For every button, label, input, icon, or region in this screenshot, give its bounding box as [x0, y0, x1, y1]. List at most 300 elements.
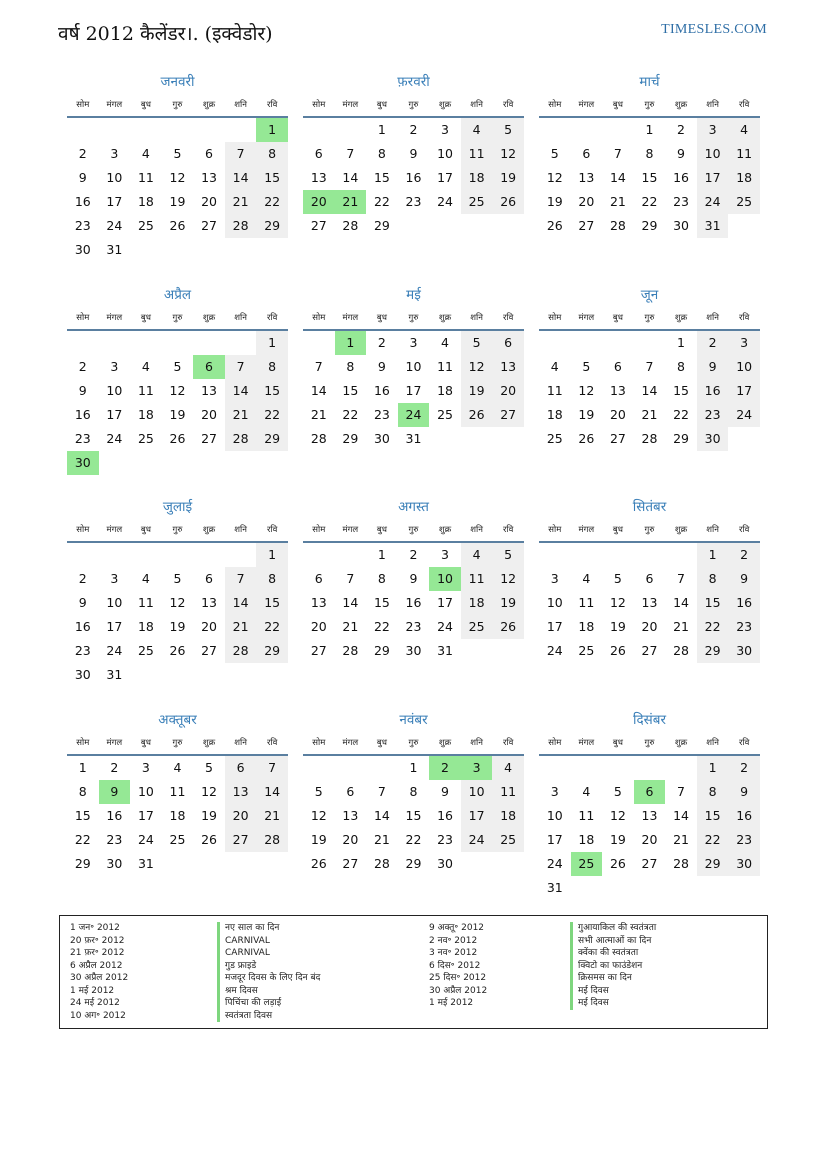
- day-cell: 3: [141, 759, 150, 775]
- day-cell: 14: [673, 807, 689, 823]
- day-cell: 21: [225, 403, 257, 427]
- day-cell: 16: [673, 170, 689, 185]
- day-cell: 9: [377, 358, 386, 374]
- day-cell: 29: [373, 218, 390, 233]
- day-cell: 12: [609, 595, 626, 610]
- weekday-label: सोम: [312, 737, 326, 748]
- weekday-label: शनि: [234, 100, 247, 110]
- day-cell: 18: [546, 406, 563, 422]
- day-cell: 24: [106, 218, 123, 233]
- day-cell: 19: [546, 194, 563, 209]
- empty-cell: [162, 331, 194, 355]
- weekday-label: रवि: [266, 737, 278, 748]
- day-cell: 10: [106, 170, 123, 185]
- day-cell: 16: [697, 379, 729, 403]
- weekday-label: शुक्र: [202, 100, 216, 110]
- day-cell: 11: [578, 595, 595, 610]
- holiday-name: श्रम दिवस: [217, 985, 320, 998]
- empty-cell: [602, 118, 634, 142]
- weekday-label: बुध: [140, 737, 151, 748]
- empty-cell: [634, 331, 666, 355]
- month-block: [67, 70, 288, 283]
- day-cell: 15: [373, 595, 390, 610]
- weekday-label: शनि: [470, 100, 483, 110]
- weekday-label: सोम: [76, 737, 90, 748]
- weekday-label: बुध: [376, 312, 387, 323]
- day-cell: 27: [201, 643, 217, 658]
- day-cell: 27: [201, 430, 217, 446]
- month-name: नवंबर: [399, 711, 428, 728]
- day-cell: 23: [74, 218, 91, 233]
- holiday-name: क्विटो का फाउंडेशन: [570, 960, 656, 973]
- day-cell: 10: [137, 783, 154, 799]
- day-cell: 27: [225, 828, 257, 852]
- day-cell: 5: [205, 759, 213, 775]
- weekday-label: शनि: [470, 525, 483, 535]
- day-cell: 2: [728, 756, 760, 780]
- day-cell: 7: [314, 358, 323, 374]
- weekday-label: सोम: [76, 100, 90, 110]
- empty-cell: [303, 118, 335, 142]
- day-cell: 14: [609, 170, 626, 185]
- day-cell: 4: [441, 334, 449, 350]
- day-cell: 19: [461, 379, 493, 403]
- empty-cell: [67, 543, 99, 567]
- holiday-date: 2 नव॰ 2012: [429, 935, 478, 946]
- day-cell: 23: [74, 643, 91, 658]
- day-cell: 16: [405, 595, 422, 610]
- day-cell: 13: [225, 780, 257, 804]
- page-title: वर्ष 2012 कैलेंडर।. (इक्वेडोर): [58, 23, 273, 45]
- day-cell: 19: [169, 406, 186, 422]
- weekday-header: [539, 519, 760, 543]
- day-cell: 15: [405, 807, 422, 823]
- day-cell: 1: [677, 334, 685, 350]
- weekday-label: सोम: [548, 312, 562, 323]
- empty-cell: [99, 118, 131, 142]
- weekday-label: मंगल: [578, 100, 595, 110]
- day-cell: 3: [550, 571, 559, 586]
- day-cell: 7: [677, 571, 685, 586]
- day-cell: 28: [256, 828, 288, 852]
- empty-cell: [303, 756, 335, 780]
- day-cell: 28: [225, 214, 257, 238]
- day-cell: 2: [78, 358, 87, 374]
- day-cell: 31: [106, 667, 123, 682]
- day-cell: 11: [137, 170, 154, 185]
- day-cell: 28: [310, 430, 327, 446]
- day-cell: 17: [106, 194, 123, 209]
- holiday-name: सभी आत्माओं का दिन: [570, 935, 656, 948]
- day-cell: 25: [437, 406, 453, 422]
- day-cell: 27: [609, 430, 626, 446]
- day-cell: 19: [609, 831, 626, 847]
- day-cell: 15: [641, 170, 658, 185]
- weekday-label: गुरु: [408, 525, 419, 535]
- day-cell: 22: [256, 403, 288, 427]
- day-cell: 18: [578, 831, 595, 847]
- holiday-day-cell: 30: [67, 451, 99, 475]
- day-cell: 9: [78, 382, 87, 398]
- day-cell: 14: [225, 166, 257, 190]
- empty-cell: [99, 331, 131, 355]
- day-cell: 18: [578, 619, 595, 634]
- day-cell: 23: [74, 430, 91, 446]
- day-cell: 10: [728, 355, 760, 379]
- day-cell: 29: [405, 855, 422, 871]
- day-cell: 22: [373, 194, 390, 209]
- weekday-label: शनि: [706, 737, 719, 748]
- day-cell: 21: [673, 619, 689, 634]
- day-cell: 31: [106, 242, 123, 257]
- day-cell: 26: [461, 403, 493, 427]
- weekday-label: बुध: [612, 525, 623, 535]
- day-grid: [303, 543, 524, 663]
- day-grid: [303, 118, 524, 238]
- day-cell: 24: [437, 194, 453, 209]
- day-cell: 25: [546, 430, 563, 446]
- day-cell: 23: [697, 403, 729, 427]
- day-cell: 5: [613, 783, 622, 799]
- weekday-label: शुक्र: [202, 525, 216, 535]
- day-cell: 21: [310, 406, 327, 422]
- weekday-label: सोम: [76, 312, 90, 323]
- empty-cell: [303, 331, 335, 355]
- day-cell: 22: [256, 190, 288, 214]
- weekday-header: [539, 732, 760, 756]
- weekday-label: रवि: [266, 525, 278, 535]
- day-cell: 5: [613, 571, 622, 586]
- day-cell: 9: [409, 571, 418, 586]
- day-cell: 24: [546, 855, 563, 871]
- day-cell: 31: [437, 643, 453, 658]
- day-cell: 4: [141, 358, 150, 374]
- day-grid: [67, 118, 288, 262]
- day-cell: 4: [173, 759, 182, 775]
- weekday-label: रवि: [502, 737, 514, 748]
- day-cell: 15: [74, 807, 91, 823]
- holiday-date: 10 अग॰ 2012: [70, 1010, 126, 1021]
- day-cell: 23: [373, 406, 390, 422]
- holiday-name: मई दिवस: [570, 997, 656, 1010]
- day-cell: 5: [173, 146, 182, 161]
- day-cell: 26: [546, 218, 563, 233]
- day-cell: 1: [645, 122, 654, 137]
- weekday-label: रवि: [738, 737, 750, 748]
- weekday-label: शुक्र: [674, 100, 688, 110]
- day-cell: 4: [141, 571, 150, 586]
- empty-cell: [366, 756, 398, 780]
- weekday-label: रवि: [738, 100, 750, 110]
- day-cell: 19: [169, 619, 186, 634]
- day-cell: 6: [205, 146, 213, 161]
- day-cell: 16: [728, 804, 760, 828]
- day-cell: 10: [546, 595, 563, 610]
- day-cell: 23: [673, 194, 689, 209]
- weekday-label: गुरु: [644, 100, 655, 110]
- weekday-label: शुक्र: [674, 737, 688, 748]
- day-cell: 22: [641, 194, 658, 209]
- day-cell: 18: [461, 591, 493, 615]
- day-cell: 22: [697, 828, 729, 852]
- day-cell: 26: [609, 643, 626, 658]
- weekday-label: रवि: [502, 312, 514, 323]
- holiday-name: नए साल का दिन: [217, 922, 320, 935]
- month-name: दिसंबर: [632, 711, 667, 728]
- weekday-label: शनि: [234, 525, 247, 535]
- empty-cell: [67, 118, 99, 142]
- day-cell: 7: [377, 783, 386, 799]
- day-cell: 7: [677, 783, 685, 799]
- weekday-label: शनि: [470, 312, 483, 323]
- day-cell: 24: [697, 190, 729, 214]
- day-cell: 9: [441, 783, 449, 799]
- empty-cell: [634, 543, 666, 567]
- day-cell: 29: [74, 855, 91, 871]
- day-cell: 13: [310, 595, 327, 610]
- day-cell: 1: [697, 756, 729, 780]
- holiday-name: पिचिंचा की लड़ाई: [217, 997, 320, 1010]
- empty-cell: [225, 118, 257, 142]
- day-cell: 26: [492, 190, 524, 214]
- empty-cell: [571, 756, 603, 780]
- day-cell: 25: [461, 615, 493, 639]
- day-grid: [539, 543, 760, 663]
- day-cell: 20: [225, 804, 257, 828]
- weekday-label: रवि: [502, 100, 514, 110]
- day-cell: 20: [578, 194, 595, 209]
- day-cell: 18: [492, 804, 524, 828]
- day-cell: 3: [728, 331, 760, 355]
- day-cell: 8: [697, 567, 729, 591]
- day-cell: 11: [461, 142, 493, 166]
- day-cell: 19: [492, 166, 524, 190]
- day-cell: 4: [461, 543, 493, 567]
- empty-cell: [571, 543, 603, 567]
- day-cell: 20: [342, 831, 359, 847]
- weekday-label: बुध: [376, 100, 387, 110]
- empty-cell: [571, 118, 603, 142]
- day-grid: [539, 331, 760, 451]
- weekday-label: सोम: [548, 525, 562, 535]
- weekday-label: गुरु: [408, 737, 419, 748]
- day-cell: 4: [582, 571, 591, 586]
- weekday-label: मंगल: [578, 525, 595, 535]
- day-cell: 16: [74, 619, 91, 634]
- day-cell: 11: [546, 382, 563, 398]
- day-cell: 28: [641, 430, 658, 446]
- weekday-header: [539, 307, 760, 331]
- weekday-label: शुक्र: [202, 312, 216, 323]
- day-cell: 19: [609, 619, 626, 634]
- weekday-label: रवि: [502, 525, 514, 535]
- day-cell: 21: [609, 194, 626, 209]
- day-cell: 31: [697, 214, 729, 238]
- weekday-label: सोम: [312, 525, 326, 535]
- day-cell: 21: [225, 190, 257, 214]
- day-cell: 15: [256, 591, 288, 615]
- weekday-label: बुध: [612, 737, 623, 748]
- day-cell: 5: [550, 146, 559, 161]
- day-cell: 30: [74, 667, 91, 682]
- day-cell: 15: [256, 379, 288, 403]
- day-cell: 5: [173, 358, 182, 374]
- day-cell: 13: [342, 807, 359, 823]
- holiday-day-cell: 2: [429, 756, 461, 780]
- day-cell: 6: [582, 146, 591, 161]
- holiday-day-cell: 25: [571, 852, 603, 876]
- day-cell: 8: [256, 567, 288, 591]
- holiday-name: मई दिवस: [570, 985, 656, 998]
- day-cell: 7: [346, 146, 355, 161]
- day-cell: 29: [673, 430, 689, 446]
- day-cell: 6: [205, 571, 213, 586]
- day-cell: 29: [373, 643, 390, 658]
- day-cell: 23: [728, 828, 760, 852]
- day-grid: [303, 756, 524, 876]
- month-name: जनवरी: [160, 74, 195, 90]
- day-cell: 5: [492, 543, 524, 567]
- day-cell: 16: [373, 382, 390, 398]
- day-cell: 15: [373, 170, 390, 185]
- weekday-label: बुध: [612, 100, 623, 110]
- weekday-label: शनि: [706, 100, 719, 110]
- weekday-label: गुरु: [644, 737, 655, 748]
- day-cell: 14: [225, 379, 257, 403]
- day-cell: 6: [314, 571, 323, 586]
- day-cell: 26: [609, 855, 626, 871]
- day-cell: 13: [492, 355, 524, 379]
- day-cell: 24: [728, 403, 760, 427]
- site-link[interactable]: TIMESLES.COM: [661, 22, 767, 37]
- weekday-label: सोम: [548, 737, 562, 748]
- day-cell: 28: [673, 855, 689, 871]
- day-cell: 8: [256, 355, 288, 379]
- day-cell: 23: [437, 831, 453, 847]
- day-cell: 6: [645, 571, 654, 586]
- day-cell: 22: [373, 619, 390, 634]
- day-cell: 5: [582, 358, 591, 374]
- day-cell: 13: [201, 595, 217, 610]
- day-cell: 24: [137, 831, 154, 847]
- day-cell: 4: [492, 756, 524, 780]
- holiday-date: 21 फ़र॰ 2012: [70, 948, 125, 958]
- holiday-dates-left: [70, 922, 128, 1022]
- empty-cell: [162, 118, 194, 142]
- month-name: जून: [640, 286, 659, 303]
- weekday-label: बुध: [376, 525, 387, 535]
- day-cell: 29: [641, 218, 658, 233]
- day-cell: 14: [373, 807, 390, 823]
- holiday-name: गुआयाकिल की स्वतंत्रता: [570, 922, 656, 935]
- holiday-date: 6 अप्रैल 2012: [70, 960, 123, 971]
- weekday-label: सोम: [548, 100, 562, 110]
- day-cell: 27: [342, 855, 359, 871]
- day-cell: 4: [141, 146, 150, 161]
- holiday-day-cell: 9: [99, 780, 131, 804]
- day-cell: 28: [225, 427, 257, 451]
- day-cell: 22: [256, 615, 288, 639]
- weekday-label: शुक्र: [438, 100, 452, 110]
- day-grid: [539, 756, 760, 900]
- weekday-header: [303, 732, 524, 756]
- day-cell: 18: [137, 619, 154, 634]
- day-cell: 10: [437, 146, 453, 161]
- day-cell: 16: [74, 406, 91, 422]
- weekday-label: शनि: [234, 737, 247, 748]
- weekday-label: मंगल: [342, 525, 359, 535]
- day-cell: 27: [578, 218, 595, 233]
- day-cell: 31: [137, 855, 154, 871]
- holiday-date: 30 अप्रैल 2012: [70, 973, 129, 983]
- day-cell: 3: [409, 334, 418, 350]
- day-cell: 30: [728, 852, 760, 876]
- holiday-day-cell: 10: [429, 567, 461, 591]
- weekday-label: गुरु: [172, 312, 183, 323]
- day-cell: 23: [728, 615, 760, 639]
- holiday-day-cell: 20: [303, 190, 335, 214]
- day-cell: 8: [377, 146, 386, 161]
- day-cell: 13: [641, 595, 658, 610]
- empty-cell: [67, 331, 99, 355]
- day-cell: 22: [673, 406, 689, 422]
- weekday-label: शुक्र: [202, 737, 216, 748]
- month-block: [67, 283, 288, 496]
- day-cell: 4: [461, 118, 493, 142]
- day-cell: 28: [225, 639, 257, 663]
- holiday-day-cell: 21: [335, 190, 367, 214]
- day-cell: 19: [310, 831, 327, 847]
- day-cell: 2: [697, 331, 729, 355]
- empty-cell: [130, 331, 162, 355]
- weekday-header: [67, 94, 288, 118]
- month-block: [303, 283, 524, 496]
- day-cell: 14: [225, 591, 257, 615]
- empty-cell: [539, 756, 571, 780]
- day-cell: 18: [437, 382, 453, 398]
- day-cell: 8: [645, 146, 654, 161]
- day-cell: 10: [106, 595, 123, 610]
- empty-cell: [602, 543, 634, 567]
- day-cell: 21: [373, 831, 390, 847]
- day-cell: 6: [613, 358, 622, 374]
- day-cell: 29: [697, 639, 729, 663]
- weekday-label: शनि: [706, 525, 719, 535]
- holiday-date: 9 अक्तू॰ 2012: [429, 923, 485, 933]
- day-cell: 1: [78, 759, 87, 775]
- month-block: [539, 283, 760, 496]
- empty-cell: [539, 331, 571, 355]
- day-cell: 21: [225, 615, 257, 639]
- day-cell: 25: [492, 828, 524, 852]
- empty-cell: [335, 543, 367, 567]
- day-cell: 6: [346, 783, 355, 799]
- month-block: [67, 708, 288, 921]
- day-cell: 27: [641, 643, 658, 658]
- day-cell: 4: [728, 118, 760, 142]
- holiday-day-cell: 3: [461, 756, 493, 780]
- weekday-label: मंगल: [578, 737, 595, 748]
- holiday-date: 24 मई 2012: [70, 998, 120, 1008]
- day-cell: 17: [137, 807, 154, 823]
- day-cell: 12: [169, 595, 186, 610]
- day-cell: 19: [169, 194, 186, 209]
- day-cell: 8: [409, 783, 418, 799]
- weekday-label: मंगल: [106, 100, 123, 110]
- day-cell: 25: [461, 190, 493, 214]
- day-cell: 11: [728, 142, 760, 166]
- day-cell: 8: [78, 783, 87, 799]
